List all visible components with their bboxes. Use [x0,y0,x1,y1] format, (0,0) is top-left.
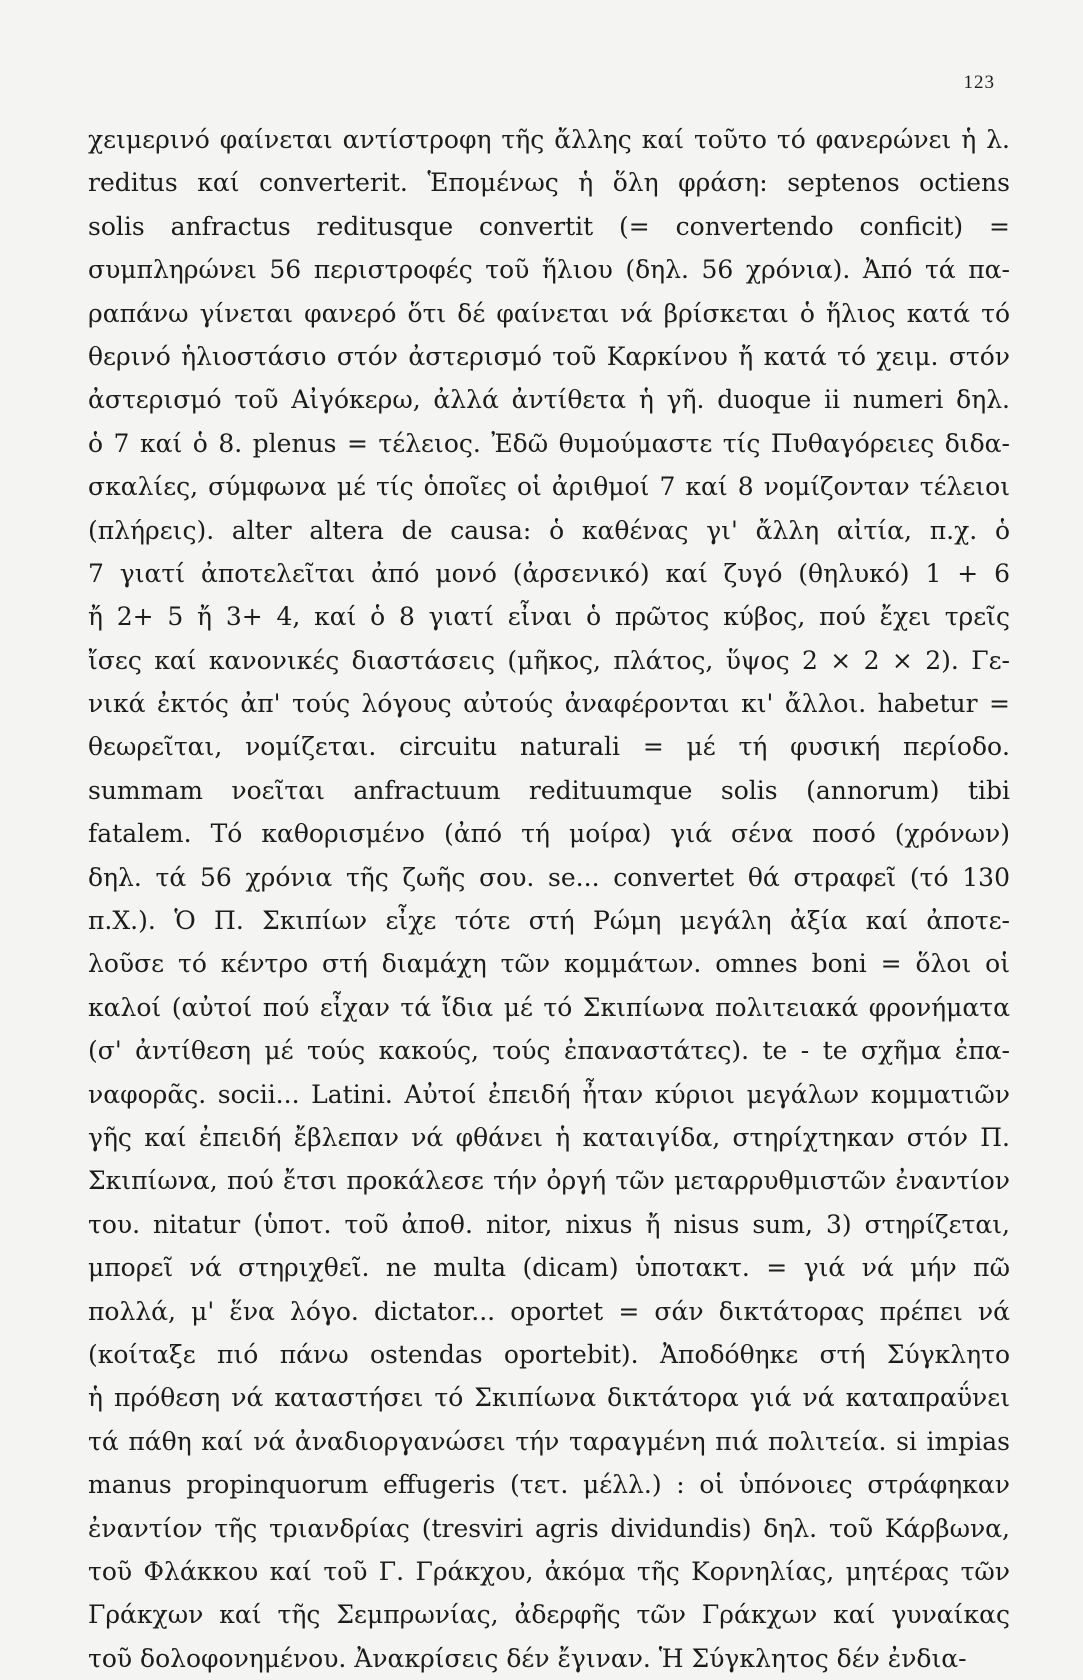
text-line: ἀστερισμό τοῦ Αἰγόκερω, ἀλλά ἀντίθετα ἡ γῆ. duoque ii numeri δηλ. [88,385,1010,415]
text-line: solis anfractus reditusque convertit (= convertendo conficit) = [88,211,1010,241]
text-line: ἡ πρόθεση νά καταστήσει τό Σκιπίωνα δικτάτορα γιά νά καταπραΰνει [88,1383,1010,1413]
body-text [88,118,1010,1680]
text-line: του. nitatur (ὑποτ. τοῦ ἀποθ. nitor, nixus ἤ nisus sum, 3) στηρίζεται, [88,1209,1010,1239]
text-line: Γράκχων καί τῆς Σεμπρωνίας, ἀδερφῆς τῶν Γράκχων καί γυναίκας [88,1600,1010,1630]
text-line: θερινό ἡλιοστάσιο στόν ἀστερισμό τοῦ Καρκίνου ἤ κατά τό χειμ. στόν [88,341,1010,371]
text-line: σκαλίες, σύμφωνα μέ τίς ὁποῖες οἱ ἀριθμοί 7 καί 8 νομίζονταν τέλειοι [88,472,1010,502]
text-line: manus propinquorum effugeris (τετ. μέλλ.) : οἱ ὑπόνοιες στράφηκαν [88,1470,1010,1500]
text-line: καλοί (αὐτοί πού εἶχαν τά ἴδια μέ τό Σκιπίωνα πολιτειακά φρονήματα [88,992,1010,1022]
text-line: Σκιπίωνα, πού ἔτσι προκάλεσε τήν ὀργή τῶν μεταρρυθμιστῶν ἐναντίον [88,1166,1010,1196]
page-number: 123 [963,72,995,93]
text-line: 7 γιατί ἀποτελεῖται ἀπό μονό (ἀρσενικό) καί ζυγό (θηλυκό) 1 + 6 [88,558,1010,588]
text-line: δηλ. τά 56 χρόνια τῆς ζωῆς σου. se... convertet θά στραφεῖ (τό 130 [88,862,1010,892]
text-line: ραπάνω γίνεται φανερό ὅτι δέ φαίνεται νά βρίσκεται ὁ ἥλιος κατά τό [88,298,1010,328]
text-line: γῆς καί ἐπειδή ἔβλεπαν νά φθάνει ἡ καταιγίδα, στηρίχτηκαν στόν Π. [88,1122,1010,1152]
text-line: λοῦσε τό κέντρο στή διαμάχη τῶν κομμάτων. omnes boni = ὅλοι οἱ [88,949,1010,979]
text-line: ὁ 7 καί ὁ 8. plenus = τέλειος. Ἐδῶ θυμούμαστε τίς Πυθαγόρειες διδα- [88,428,1010,458]
text-line: νικά ἐκτός ἀπ' τούς λόγους αὐτούς ἀναφέρονται κι' ἄλλοι. habetur = [88,689,1010,719]
text-line: τοῦ δολοφονημένου. Ἀνακρίσεις δέν ἔγιναν. Ἡ Σύγκλητος δέν ἐνδια- [88,1643,967,1673]
text-line: ἴσες καί κανονικές διαστάσεις (μῆκος, πλάτος, ὕψος 2 × 2 × 2). Γε- [88,645,1010,675]
text-line: fatalem. Τό καθορισμένο (ἀπό τή μοίρα) γιά σένα ποσό (χρόνων) [88,819,1010,849]
text-line: ἐναντίον τῆς τριανδρίας (tresviri agris dividundis) δηλ. τοῦ Κάρβωνα, [88,1513,1010,1543]
text-line: θεωρεῖται, νομίζεται. circuitu naturali = μέ τή φυσική περίοδο. [88,732,1010,762]
text-line: χειμερινό φαίνεται αντίστροφη τῆς ἄλλης καί τοῦτο τό φανερώνει ἡ λ. [88,125,1010,154]
text-line: μπορεῖ νά στηριχθεῖ. ne multa (dicam) ὑποτακτ. = γιά νά μήν πῶ [88,1253,1010,1283]
text-line: ἤ 2+ 5 ἤ 3+ 4, καί ὁ 8 γιατί εἶναι ὁ πρῶτος κύβος, πού ἔχει τρεῖς [88,602,1010,632]
text-line: τά πάθη καί νά ἀναδιοργανώσει τήν ταραγμένη πιά πολιτεία. si impias [88,1426,1010,1456]
text-line: (σ' ἀντίθεση μέ τούς κακούς, τούς ἐπαναστάτες). te - te σχῆμα ἐπα- [88,1036,1010,1066]
text-line: ναφορᾶς. socii... Latini. Αὐτοί ἐπειδή ἦταν κύριοι μεγάλων κομματιῶν [88,1079,1010,1109]
text-line: πολλά, μ' ἕνα λόγο. dictator... oportet = σάν δικτάτορας πρέπει νά [88,1296,1010,1326]
text-line: π.Χ.). Ὁ Π. Σκιπίων εἶχε τότε στή Ρώμη μεγάλη ἀξία καί ἀποτε- [88,906,1010,936]
text-line: summam νοεῖται anfractuum redituumque solis (annorum) tibi [88,775,1010,805]
text-line: τοῦ Φλάκκου καί τοῦ Γ. Γράκχου, ἀκόμα τῆς Κορνηλίας, μητέρας τῶν [88,1556,1010,1586]
text-line: (κοίταξε πιό πάνω ostendas oportebit). Ἀποδόθηκε στή Σύγκλητο [88,1339,1010,1369]
text-line: συμπληρώνει 56 περιστροφές τοῦ ἥλιου (δηλ. 56 χρόνια). Ἀπό τά πα- [88,255,1010,285]
text-line: (πλήρεις). alter altera de causa: ὁ καθένας γι' ἄλλη αἰτία, π.χ. ὁ [88,515,1010,545]
text-line: reditus καί converterit. Ἑπομένως ἡ ὅλη φράση: septenos octiens [88,168,1010,198]
